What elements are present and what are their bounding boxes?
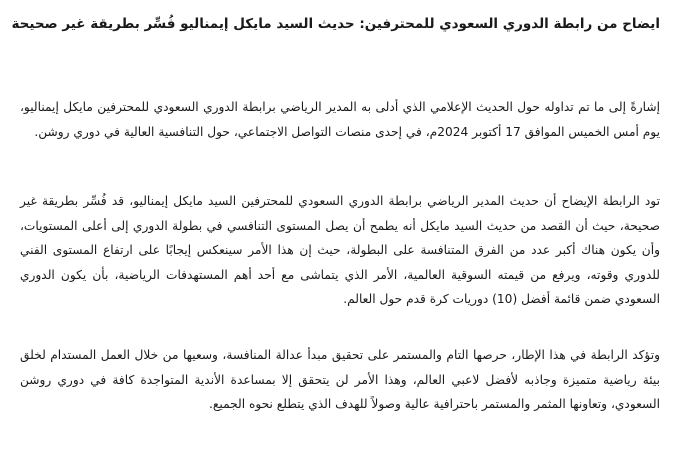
paragraph-2: تود الرابطة الإيضاح أن حديث المدير الرياضي برابطة الدوري السعودي للمحترفين السيد مايكل إيمناليو، قد فُسِّر بطريقة غير صحيحة، حيث أن القصد من حديث السيد مايكل أنه يطمح أن يصل المستوى التنافسي في بطولة الدوري إلى أعلى المستويات، وأن يكون هناك أكبر عدد من الفرق المتنافسة على البطولة، حيث إن هذا الأمر سينعكس إيجابًا على ارتفاع المستوى الفني للدوري وقوته، ويرفع من قيمته السوقية العالمية، الأمر الذي يتماشى مع أحد أهم المستهدفات الرياضية، بأن يكون الدوري السعودي ضمن قائمة أفضل (10) دوريات كرة قدم حول العالم.	[20, 194, 660, 306]
paragraph-3: وتؤكد الرابطة في هذا الإطار، حرصها التام والمستمر على تحقيق مبدأ عدالة المنافسة، وسعيها من خلال العمل المستدام لخلق بيئة رياضية متميزة وجاذبه لأفضل لاعبي العالم، وهذا الأمر لن يتحقق إلا بمساعدة الأندية المتواجدة كافة في دوري روشن السعودي، وتعاونها المثمر والمستمر باحترافية عالية وصولاً للهدف الذي يتطلع نحوه الجميع.	[20, 348, 660, 411]
document-title: ايضاح من رابطة الدوري السعودي للمحترفين: حديث السيد مايكل إيمناليو فُسِّر بطريقة غير صحيحة	[11, 16, 660, 32]
paragraph-1: إشارةً إلى ما تم تداوله حول الحديث الإعلامي الذي أدلى به المدير الرياضي برابطة الدوري السعودي للمحترفين مايكل إيمناليو، يوم أمس الخميس الموافق 17 أكتوبر 2024م، في إحدى منصات التواصل الاجتماعي، حول التنافسية العالية في دوري روشن.	[20, 100, 660, 139]
